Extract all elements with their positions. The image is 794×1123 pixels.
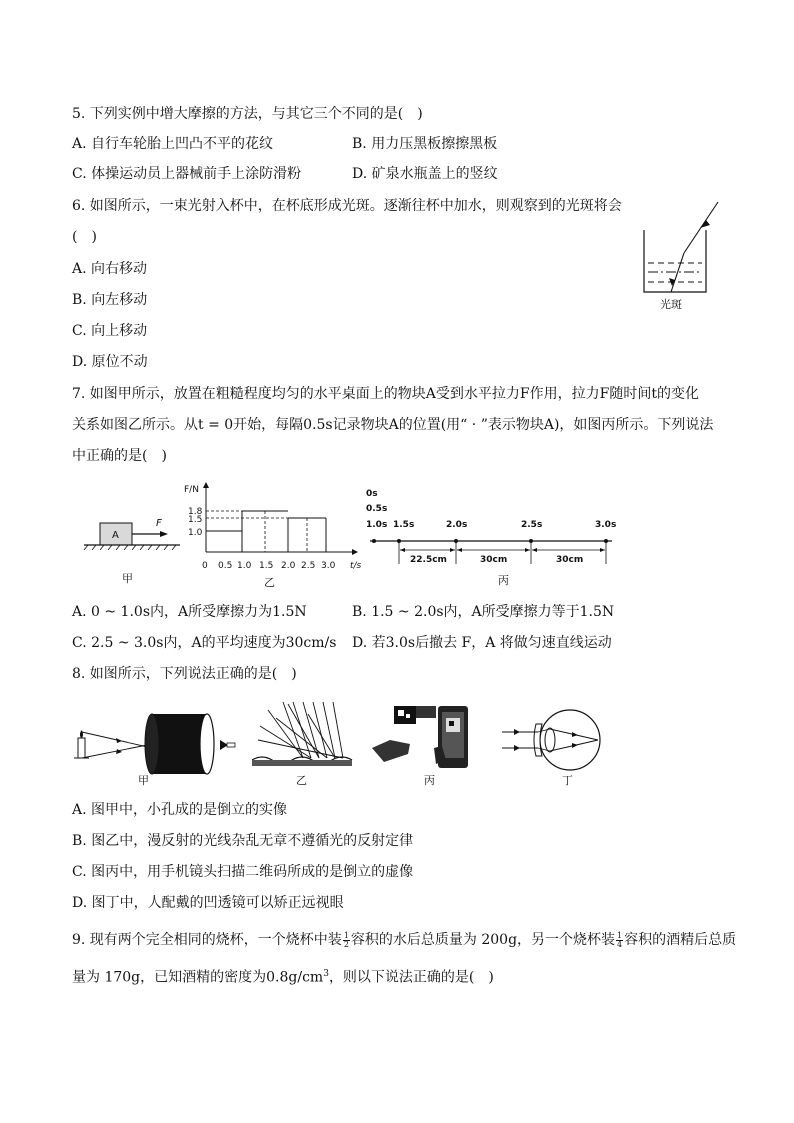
q5-option-c: C. 体操运动员上器械前手上涂防滑粉 <box>72 166 302 182</box>
q7-stem-line3: 中正确的是( ) <box>72 448 167 464</box>
bing-2-0s: 2.0s <box>446 520 468 530</box>
q9-fraction-half <box>343 932 350 949</box>
q9-line2b: ，则以下说法正确的是( ) <box>328 969 494 986</box>
yi-xtick-1-5: 1.5 <box>259 561 274 571</box>
caption-jia: 甲 <box>138 774 149 787</box>
q8-fig-ding-eye <box>500 696 620 791</box>
q8-option-d: D. 图丁中，人配戴的凹透镜可以矫正远视眼 <box>72 895 344 911</box>
caption-bing: 丙 <box>498 574 509 587</box>
yi-xtick-1-0: 1.0 <box>237 561 252 571</box>
q8-option-c: C. 图丙中，用手机镜头扫描二维码所成的是倒立的虚像 <box>72 864 414 880</box>
q7-option-c: C. 2.5 ~ 3.0s内，A的平均速度为30cm/s <box>72 635 337 651</box>
q9-frac2-den: 4 <box>617 939 623 949</box>
q7-option-b: B. 1.5 ~ 2.0s内，A所受摩擦力等于1.5N <box>352 604 615 620</box>
caption-yi: 乙 <box>264 576 275 589</box>
q9-frac1-den: 2 <box>343 939 349 949</box>
q8-stem: 8. 如图所示，下列说法正确的是( ) <box>72 666 297 682</box>
bing-dist-3: 30cm <box>556 555 584 565</box>
bing-3-0s: 3.0s <box>595 520 617 530</box>
q7-fig-yi <box>182 480 367 590</box>
block-a-label: A <box>112 530 119 541</box>
yi-xtick-2-0: 2.0 <box>281 561 296 571</box>
q8-option-a: A. 图甲中，小孔成的是倒立的实像 <box>72 802 288 818</box>
bing-1-5s: 1.5s <box>393 520 415 530</box>
q9-frac2-num: 1 <box>617 930 623 940</box>
q7-fig-bing <box>360 484 620 590</box>
q9-part1: 9. 现有两个完全相同的烧杯，一个烧杯中装 <box>72 932 342 948</box>
q9-part2: 容积的水后总质量为 200g，另一个烧杯装 <box>350 932 616 948</box>
q5-option-a: A. 自行车轮胎上凹凸不平的花纹 <box>72 136 274 152</box>
yi-xtick-0-5: 0.5 <box>218 561 233 571</box>
q9-fraction-quarter <box>616 932 623 949</box>
yi-xlabel: t/s <box>350 561 362 571</box>
q7-option-d: D. 若3.0s后撤去 F，A 将做匀速直线运动 <box>352 635 612 651</box>
q7-stem-line1: 7. 如图甲所示，放置在粗糙程度均匀的水平桌面上的物块A受到水平拉力F作用，拉力F随时间t的变化 <box>72 386 699 402</box>
caption-jia: 甲 <box>122 572 133 585</box>
q6-spot-label: 光斑 <box>660 298 682 311</box>
q6-option-b: B. 向左移动 <box>72 292 148 308</box>
q6-option-d: D. 原位不动 <box>72 354 148 370</box>
bing-dist-1: 22.5cm <box>410 555 447 565</box>
bing-0-5s: 0.5s <box>366 504 388 514</box>
q8-option-b: B. 图乙中，漫反射的光线杂乱无章不遵循光的反射定律 <box>72 833 414 849</box>
q5-option-b: B. 用力压黑板擦擦黑板 <box>352 136 498 152</box>
q6-stem: 6. 如图所示，一束光射入杯中，在杯底形成光斑。逐渐往杯中加水，则观察到的光斑将会 <box>72 198 622 214</box>
bing-1-0s: 1.0s <box>366 520 388 530</box>
q6-option-c: C. 向上移动 <box>72 323 148 339</box>
q7-fig-jia <box>82 505 182 585</box>
yi-xtick-3-0: 3.0 <box>321 561 336 571</box>
bing-dist-2: 30cm <box>480 555 508 565</box>
yi-ytick-1-8: 1.8 <box>188 507 203 517</box>
q9-line2a: 量为 170g，已知酒精的密度为0.8g/cm <box>72 969 324 986</box>
caption-bing: 丙 <box>424 774 435 787</box>
yi-xtick-2-5: 2.5 <box>301 561 316 571</box>
caption-ding: 丁 <box>562 774 573 787</box>
q7-stem-line2: 关系如图乙所示。从t = 0开始，每隔0.5s记录物块A的位置(用“ · ”表示物块A)，如图丙所示。下列说法 <box>72 417 714 433</box>
q5-stem: 5. 下列实例中增大摩擦的方法，与其它三个不同的是( ) <box>72 106 423 122</box>
q8-fig-bing-qr <box>370 696 480 791</box>
bing-0s: 0s <box>366 489 378 499</box>
q9-stem-line2 <box>72 965 494 987</box>
bing-2-5s: 2.5s <box>521 520 543 530</box>
q5-option-d: D. 矿泉水瓶盖上的竖纹 <box>352 166 498 182</box>
caption-yi: 乙 <box>296 774 307 787</box>
yi-ylabel: F/N <box>184 485 199 495</box>
force-f-label: F <box>156 518 162 529</box>
yi-ytick-1-0: 1.0 <box>188 528 203 538</box>
q8-fig-yi-diffuse <box>248 696 358 791</box>
q8-fig-jia-pinhole <box>72 696 242 791</box>
q9-frac1-num: 1 <box>343 930 349 940</box>
q6-option-a: A. 向右移动 <box>72 261 148 277</box>
q9-part3: 容积的酒精后总质 <box>624 932 737 948</box>
q6-paren: ( ) <box>72 229 97 245</box>
yi-xtick-0: 0 <box>202 561 208 571</box>
q6-cup-figure <box>636 198 726 313</box>
yi-ytick-1-5: 1.5 <box>188 515 203 525</box>
q7-option-a: A. 0 ~ 1.0s内，A所受摩擦力为1.5N <box>72 604 307 620</box>
q9-sup: 3 <box>323 969 329 979</box>
q9-stem-line1 <box>72 931 736 949</box>
inverted-candle-icon <box>218 738 238 752</box>
